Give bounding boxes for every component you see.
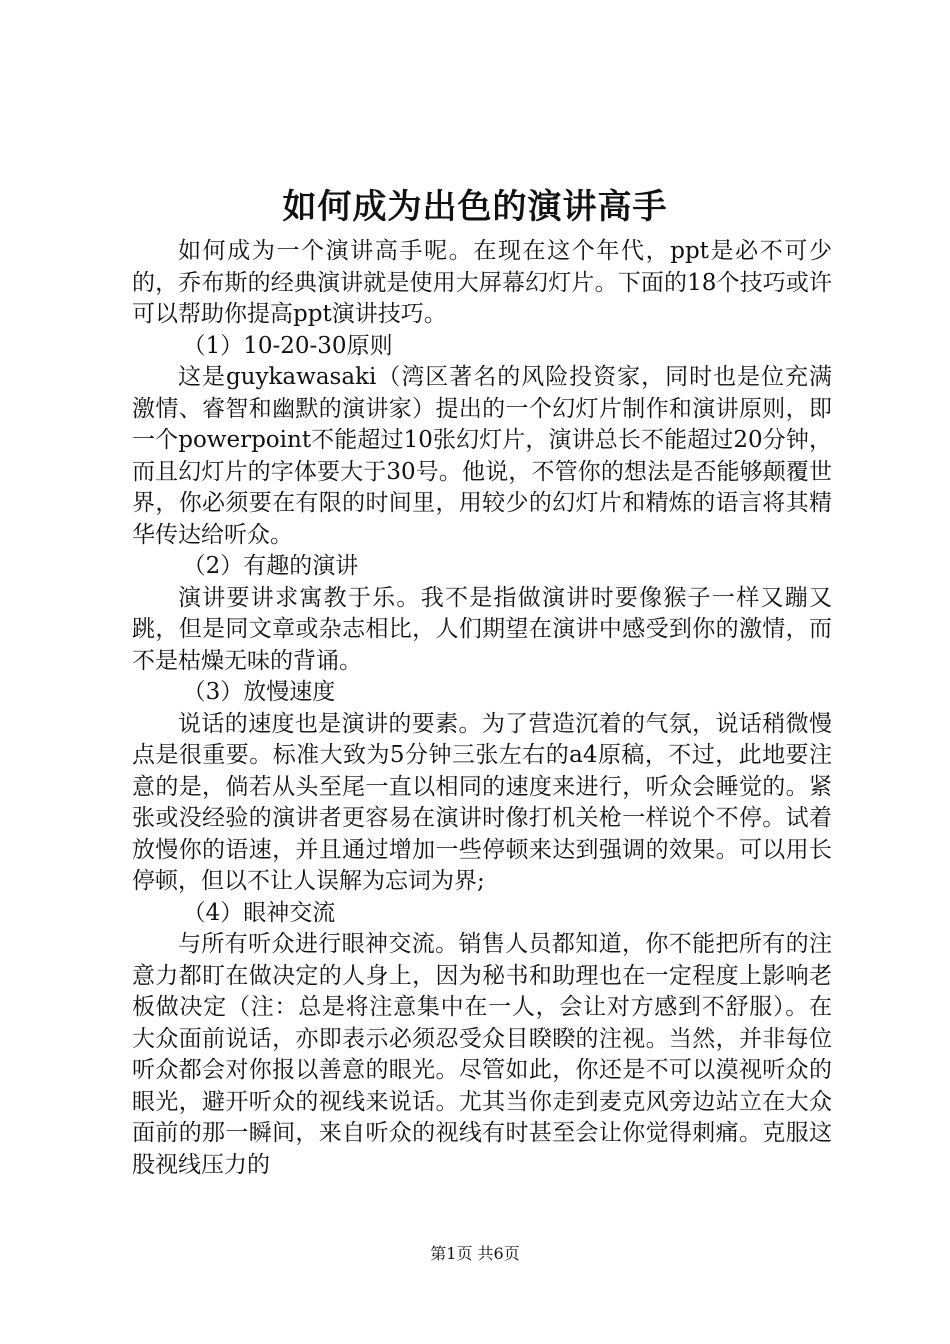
page-footer: 第1页 共6页 [430,1244,520,1263]
section-heading-1: （1）10-20-30原则 [182,332,393,359]
document-title: 如何成为出色的演讲高手 [282,187,668,227]
document-body [132,236,832,1181]
section-paragraph-2: 演讲要讲求寓教于乐。我不是指做演讲时要像猴子一样又蹦又跳，但是同文章或杂志相比，人们期望在演讲中感受到你的激情，而不是枯燥无味的背诵。 [132,584,832,674]
section-heading-2: （2）有趣的演讲 [182,553,359,579]
section-paragraph-4: 与所有听众进行眼神交流。销售人员都知道，你不能把所有的注意力都盯在做决定的人身上，因为秘书和助理也在一定程度上影响老板做决定（注：总是将注意集中在一人，会让对方感到不舒服）。在大众面前说话，亦即表示必须忍受众目睽睽的注视。当然，并非每位听众都会对你报以善意的眼光。尽管如此，你还是不可以漠视听众的眼光，避开听众的视线来说话。尤其当你走到麦克风旁边站立在大众面前的那一瞬间，来自听众的视线有时甚至会让你觉得刺痛。克服这股视线压力的 [132,931,832,1178]
intro-paragraph: 如何成为一个演讲高手呢。在现在这个年代，ppt是必不可少的，乔布斯的经典演讲就是使用大屏幕幻灯片。下面的18个技巧或许可以帮助你提高ppt演讲技巧。 [132,238,832,327]
section-paragraph-3: 说话的速度也是演讲的要素。为了营造沉着的气氛，说话稍微慢点是很重要。标准大致为5分钟三张左右的a4原稿，不过，此地要注意的是，倘若从头至尾一直以相同的速度来进行，听众会睡觉的。紧张或没经验的演讲者更容易在演讲时像打机关枪一样说个不停。试着放慢你的语速，并且通过增加一些停顿来达到强调的效果。可以用长停顿，但以不让人误解为忘词为界; [132,710,832,894]
section-heading-4: （4）眼神交流 [182,899,336,926]
section-paragraph-1: 这是guykawasaki（湾区著名的风险投资家，同时也是位充满激情、睿智和幽默的演讲家）提出的一个幻灯片制作和演讲原则，即一个powerpoint不能超过10张幻灯片，演讲总长不能超过20分钟，而且幻灯片的字体要大于30号。他说，不管你的想法是否能够颠覆世界，你必须要在有限的时间里，用较少的幻灯片和精炼的语言将其精华传达给听众。 [132,364,832,548]
section-heading-3: （3）放慢速度 [182,679,336,705]
